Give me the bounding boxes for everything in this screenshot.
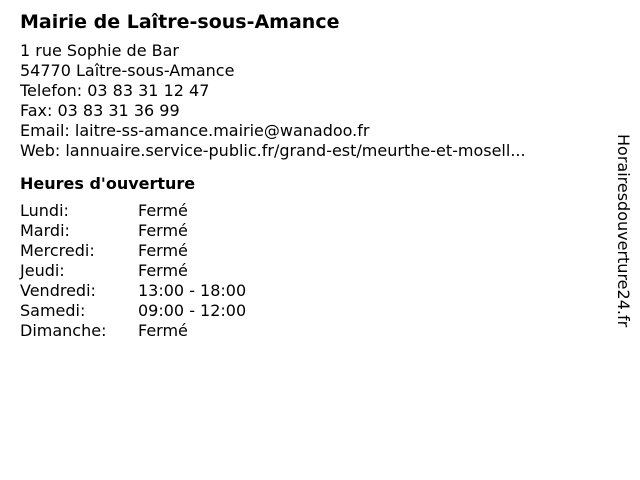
day-hours: Fermé — [138, 241, 188, 260]
hours-row — [20, 301, 246, 321]
day-hours: Fermé — [138, 261, 188, 280]
hours-row — [20, 201, 246, 221]
postal-city: 54770 Laître-sous-Amance — [20, 61, 235, 80]
day-hours: 09:00 - 12:00 — [138, 301, 247, 320]
hours-row — [20, 261, 246, 281]
page-title: Mairie de Laître-sous-Amance — [20, 11, 340, 33]
day-label: Mardi: — [20, 221, 70, 240]
site-watermark: Horairesdouverture24.fr — [614, 134, 633, 328]
day-hours: Fermé — [138, 221, 188, 240]
hours-row — [20, 281, 246, 301]
fax-number: Fax: 03 83 31 36 99 — [20, 101, 180, 120]
day-hours: Fermé — [138, 321, 188, 340]
day-hours: Fermé — [138, 201, 188, 220]
phone-number: Telefon: 03 83 31 12 47 — [20, 81, 210, 100]
street-address: 1 rue Sophie de Bar — [20, 41, 179, 60]
website-url: Web: lannuaire.service-public.fr/grand-est/meurthe-et-mosell... — [20, 141, 526, 160]
email-address: Email: laitre-ss-amance.mairie@wanadoo.fr — [20, 121, 370, 140]
business-card — [20, 8, 600, 341]
day-label: Samedi: — [20, 301, 86, 320]
day-label: Vendredi: — [20, 281, 96, 300]
day-label: Lundi: — [20, 201, 69, 220]
day-label: Mercredi: — [20, 241, 95, 260]
day-hours: 13:00 - 18:00 — [138, 281, 247, 300]
opening-hours-table — [20, 201, 246, 341]
hours-row — [20, 321, 246, 341]
hours-row — [20, 221, 246, 241]
opening-hours-heading: Heures d'ouverture — [20, 174, 196, 193]
hours-row — [20, 241, 246, 261]
day-label: Jeudi: — [20, 261, 65, 280]
address-block — [20, 41, 600, 161]
day-label: Dimanche: — [20, 321, 107, 340]
